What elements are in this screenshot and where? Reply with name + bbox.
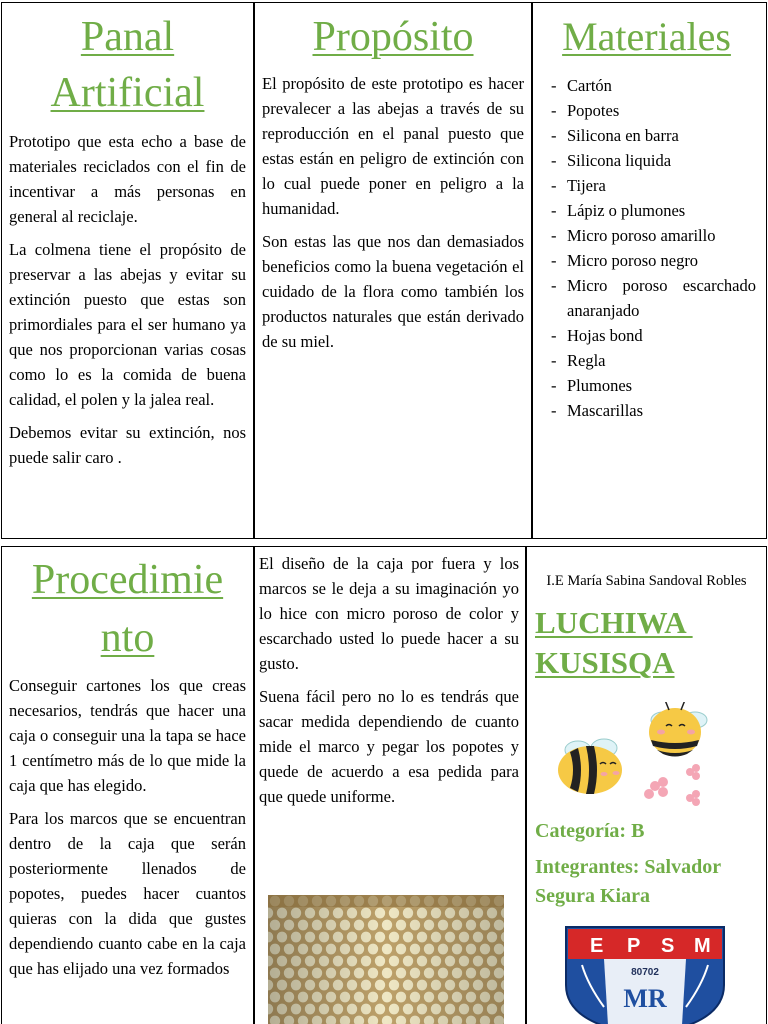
project-title xyxy=(535,603,766,683)
project-title-line2: KUSISQA xyxy=(535,645,675,680)
material-item: - Cartón xyxy=(547,73,756,98)
panel-procedimiento xyxy=(1,546,254,1024)
material-item: - Lápiz o plumones xyxy=(547,198,756,223)
panel4-paragraph-2: Para los marcos que se encuentran dentro de la caja que serán posteriormente llenados de popotes, puedes hacer cuantos quieras con la dida que gustes dependiendo cuanto cabe en la caja que has elijado una vez formados xyxy=(9,809,246,978)
material-item: - Micro poroso escarchado anaranjado xyxy=(547,273,756,323)
category-label: Categoría: B xyxy=(535,820,645,842)
panel1-title xyxy=(9,9,246,121)
material-item: - Tijera xyxy=(547,173,756,198)
panel-panal-artificial xyxy=(1,2,254,539)
flower-icon xyxy=(644,764,700,806)
logo-letter-1: E xyxy=(590,935,604,957)
panel1-title-line1: Panal xyxy=(80,14,175,60)
material-item: - Micro poroso negro xyxy=(547,248,756,273)
logo-letter-4: M xyxy=(694,935,711,957)
material-item: - Regla xyxy=(547,348,756,373)
material-item: - Hojas bond xyxy=(547,323,756,348)
panel4-title-line2: nto xyxy=(100,615,155,661)
material-item: - Plumones xyxy=(547,373,756,398)
panel3-title: Materiales xyxy=(562,14,731,59)
materials-list xyxy=(547,73,756,423)
panel2-paragraph-1: El propósito de este prototipo es hacer prevalecer a las abejas a través de su reproducción en el panal puesto que estas están en peligro de extinción con lo cual puede poner en peligro a la humanidad. xyxy=(262,74,524,218)
panel1-paragraph-2: La colmena tiene el propósito de preservar a las abejas y evitar su extinción puesto que estas son primordiales para el ser humano ya que nos proporcionan varias cosas como lo es la comida de buena calidad, el polen y la jalea real. xyxy=(9,240,246,409)
school-logo xyxy=(564,925,726,1024)
logo-letter-3: S xyxy=(661,935,675,957)
honeycomb-image xyxy=(268,895,504,1024)
logo-letter-2: P xyxy=(627,935,641,957)
panel4-title xyxy=(9,551,246,667)
logo-monogram: MR xyxy=(623,984,667,1013)
panel4-paragraph-1: Conseguir cartones los que creas necesarios, tendrás que hacer una caja o conseguir una la tapa se hace 1 centímetro más de lo que mide la caja que has elegido. xyxy=(9,676,246,795)
panel2-title: Propósito xyxy=(312,14,474,60)
panel5-paragraph-2: Suena fácil pero no lo es tendrás que sacar medida dependiendo de cuanto mide el marco y pegar los popotes y quede de acuerdo a esa pedida para que quede uniforme. xyxy=(259,687,519,806)
material-item: - Micro poroso amarillo xyxy=(547,223,756,248)
project-title-line1: LUCHIWA xyxy=(535,605,693,640)
material-item: - Mascarillas xyxy=(547,398,756,423)
panel-portada xyxy=(526,546,767,1024)
panel5-paragraph-1: El diseño de la caja por fuera y los marcos se le deja a su imaginación yo lo hice con micro poroso de color y escarchado usted lo puede hacer a su gusto. xyxy=(259,554,519,673)
material-item: - Popotes xyxy=(547,98,756,123)
material-item: - Silicona en barra xyxy=(547,123,756,148)
panel-materiales xyxy=(532,2,767,539)
bees-illustration xyxy=(545,702,755,812)
bee-icon xyxy=(558,739,622,794)
panel2-paragraph-2: Son estas las que nos dan demasiados beneficios como la buena vegetación el cuidado de la flora como también los productos naturales que están derivado de su miel. xyxy=(262,232,524,351)
panel1-paragraph-1: Prototipo que esta echo a base de materiales reciclados con el fin de incentivar a más personas en general al reciclaje. xyxy=(9,132,246,226)
panel-diseno xyxy=(254,546,526,1024)
panel1-title-line2: Artificial xyxy=(50,70,205,116)
panel1-paragraph-3: Debemos evitar su extinción, nos puede salir caro . xyxy=(9,423,246,467)
panel4-title-line1: Procedimie xyxy=(31,557,224,603)
panel-proposito xyxy=(254,2,532,539)
members-label: Integrantes: Salvador Segura Kiara xyxy=(535,856,721,907)
material-item: - Silicona liquida xyxy=(547,148,756,173)
school-name: I.E María Sabina Sandoval Robles xyxy=(546,573,747,589)
logo-number: 80702 xyxy=(631,967,659,978)
bee-icon xyxy=(649,702,707,757)
